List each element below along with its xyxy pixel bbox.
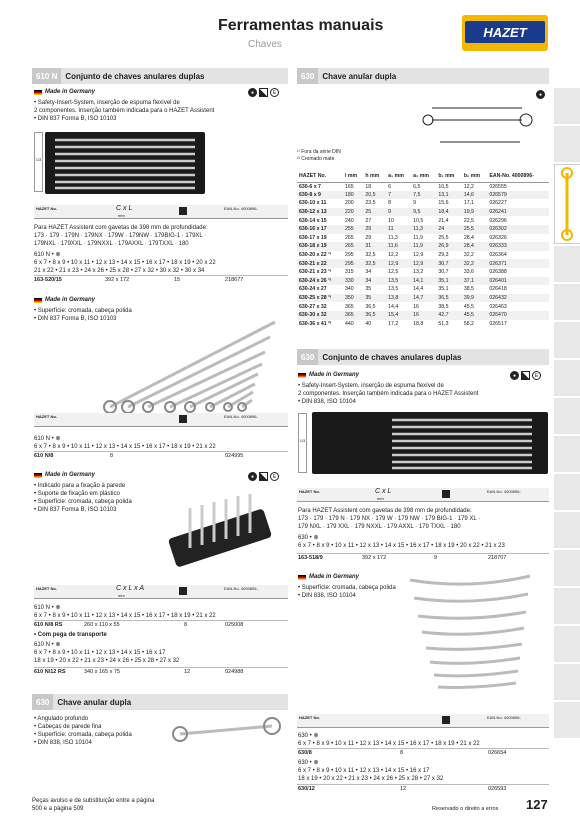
quantity-icon bbox=[442, 490, 450, 498]
column-header-row: HAZET No. C x L x A mm EAN-No. 4000896- bbox=[34, 585, 288, 599]
made-in-germany: Made in Germany bbox=[34, 89, 95, 95]
table-cell: 37,1 bbox=[463, 277, 474, 284]
table-cell: 026463 bbox=[489, 303, 507, 310]
table-cell: 265 bbox=[344, 234, 354, 241]
e-icon: E bbox=[270, 88, 279, 97]
table-cell: 026401 bbox=[489, 277, 507, 284]
table-cell: 630-18 x 19 bbox=[299, 243, 327, 250]
table-cell: 30,7 bbox=[438, 269, 449, 276]
assistent-text: Para HAZET Assistent com gavetas de 398 mm de profundidade: 173 · 179 · 179 N · 179 NX · 179 W · 179 NW · 179 BIG-1 · 179 XL · 179 NXL · 179 XXL · 179 NXXL · 179 AXXL · 179 TXXL · 180 bbox=[298, 508, 481, 530]
column-header-row: HAZET No. C x L mm EAN-No. 4000896- bbox=[34, 205, 288, 219]
table-cell: 25,5 bbox=[438, 234, 449, 241]
table-row bbox=[297, 268, 549, 277]
sidebar-tab[interactable] bbox=[554, 360, 580, 396]
table-cell: 30,7 bbox=[438, 260, 449, 267]
table-cell: 295 bbox=[344, 260, 354, 267]
sidebar-tab[interactable] bbox=[554, 246, 580, 282]
product-icons bbox=[536, 90, 545, 99]
table-cell: 15,6 bbox=[438, 200, 449, 207]
section-title: Conjunto de chaves anulares duplas bbox=[65, 71, 205, 81]
size-list: 630 • ⊗ 6 x 7 • 8 x 9 • 10 x 11 • 12 x 13 • 14 x 15 • 16 x 17 • 18 x 19 • 21 x 22 bbox=[298, 733, 480, 747]
table-cell: 32,5 bbox=[365, 252, 376, 259]
table-cell: 6,5 bbox=[413, 183, 421, 190]
table-cell: 11,3 bbox=[413, 226, 423, 233]
table-cell: 9 bbox=[413, 200, 417, 207]
e-icon: E bbox=[532, 371, 541, 380]
table-cell: 330 bbox=[344, 277, 354, 284]
table-cell: 13,5 bbox=[388, 286, 399, 293]
table-cell: 630-8 x 9 bbox=[299, 191, 321, 198]
e-icon: E bbox=[270, 472, 279, 481]
feature-list: • Superfície: cromada, cabeça polida • DIN 837 Forma B, ISO 10103 bbox=[34, 308, 132, 322]
column-header-row: HAZET No. EAN-No. 4000896- bbox=[297, 714, 549, 728]
table-header-cell: b₂ mm bbox=[462, 170, 488, 182]
table-cell: 6 bbox=[388, 183, 391, 190]
table-cell: 7 bbox=[388, 191, 391, 198]
quantity-icon bbox=[442, 716, 450, 724]
table-cell: 38,5 bbox=[438, 303, 449, 310]
table-cell: 12,9 bbox=[413, 260, 424, 267]
table-cell: 26,9 bbox=[438, 243, 449, 250]
feature-list: • Safety-Insert-System, inserção de espuma flexível de 2 componentes. Inserção também indicada para o HAZET Assistent • DIN 837 Forma B, ISO 10103 bbox=[34, 100, 215, 122]
table-header-cell: h mm bbox=[363, 170, 386, 182]
table-row bbox=[297, 182, 549, 191]
table-row bbox=[297, 251, 549, 260]
wrench-set-illustration bbox=[45, 132, 205, 194]
chrome-icon: ● bbox=[510, 371, 519, 380]
column-header-row: HAZET No. EAN-No. 4000896- bbox=[34, 413, 288, 427]
table-cell: 026227 bbox=[489, 200, 507, 207]
size-list: 630 • ⊗ 6 x 7 • 8 x 9 • 10 x 11 • 12 x 13 • 14 x 15 • 16 x 17 18 x 19 • 20 x 22 • 21 x 23 • 24 x 26 • 25 x 28 • 27 x 32 bbox=[298, 760, 444, 782]
table-cell: 15,4 bbox=[388, 312, 399, 319]
table-cell: 630-20 x 22 ¹⁾ bbox=[299, 252, 332, 259]
section-header: 630 Chave anular dupla bbox=[32, 694, 288, 710]
table-cell: 45,5 bbox=[463, 312, 474, 319]
table-cell: 11,3 bbox=[388, 234, 398, 241]
table-header-cell: EAN-No. 4000896- bbox=[487, 170, 549, 182]
table-cell: 180 bbox=[344, 191, 354, 198]
table-cell: 11 bbox=[388, 226, 394, 233]
table-cell: 9 bbox=[388, 209, 391, 216]
feature-list: • Safety-Insert-System, inserção de espuma flexível de 2 componentes. Inserção também indicada para o HAZET Assistent • DIN 838, ISO 10104 bbox=[298, 383, 479, 405]
table-cell: 29 bbox=[365, 226, 372, 233]
section-header: 630 Conjunto de chaves anulares duplas bbox=[297, 349, 549, 365]
table-cell: 16 bbox=[413, 303, 419, 310]
table-cell: 36,5 bbox=[365, 303, 376, 310]
germany-flag-icon bbox=[34, 90, 42, 95]
sidebar-tab[interactable] bbox=[554, 126, 580, 162]
table-cell: 9,5 bbox=[413, 209, 421, 216]
table-cell: 026364 bbox=[489, 252, 507, 259]
table-row bbox=[297, 191, 549, 200]
footer-disclaimer: Reservado o direito a erros bbox=[432, 806, 499, 812]
table-cell: 12,9 bbox=[413, 252, 424, 259]
size-list: 610 N • ⊗ 6 x 7 • 8 x 9 • 10 x 11 • 12 x 13 • 14 x 15 • 16 x 17 • 18 x 19 • 21 x 22 bbox=[34, 436, 216, 450]
table-cell: 630-24 x 27 bbox=[299, 286, 327, 293]
chrome-icon: ● bbox=[536, 90, 545, 99]
table-cell: 12,2 bbox=[463, 183, 474, 190]
table-cell: 32,2 bbox=[463, 252, 474, 259]
table-cell: 630-30 x 32 bbox=[299, 312, 327, 319]
table-cell: 34 bbox=[365, 277, 372, 284]
table-cell: 18,8 bbox=[413, 320, 424, 327]
sidebar-tab[interactable] bbox=[554, 284, 580, 320]
table-cell: 25,5 bbox=[463, 226, 474, 233]
table-cell: 026432 bbox=[489, 295, 507, 302]
table-cell: 36,5 bbox=[438, 295, 449, 302]
table-cell: 36,5 bbox=[365, 312, 376, 319]
chrome-icon: ● bbox=[248, 472, 257, 481]
table-row bbox=[297, 294, 549, 303]
table-cell: 16 bbox=[413, 312, 419, 319]
table-cell: 200 bbox=[344, 200, 354, 207]
table-header-cell: b₁ mm bbox=[436, 170, 461, 182]
table-cell: 14,4 bbox=[388, 303, 399, 310]
table-cell: 35 bbox=[365, 286, 372, 293]
table-row bbox=[297, 242, 549, 251]
table-cell: 026296 bbox=[489, 217, 507, 224]
feature-list: • Superfície: cromada, cabeça polida • DIN 838, ISO 10104 bbox=[298, 585, 396, 599]
table-cell: 026371 bbox=[489, 260, 507, 267]
table-row bbox=[297, 302, 549, 311]
table-cell: 026579 bbox=[489, 191, 507, 198]
size-list: 610 N • ⊗ 6 x 7 • 8 x 9 • 10 x 11 • 12 x 13 • 14 x 15 • 16 x 17 18 x 19 • 20 x 22 • 21 x 23 • 24 x 26 • 25 x 28 • 27 x 32 bbox=[34, 642, 180, 664]
logo-text: HAZET bbox=[465, 21, 545, 43]
table-row bbox=[297, 259, 549, 268]
table-cell: 026555 bbox=[489, 183, 507, 190]
table-cell: 255 bbox=[344, 226, 354, 233]
page-subtitle: Chaves bbox=[248, 39, 282, 50]
table-cell: 026333 bbox=[489, 243, 507, 250]
product-icons bbox=[510, 371, 541, 380]
feature-list: • Indicado para a fixação à parede • Suporte de fixação em plástico • Superfície: cromada, cabeça polida • DIN 837 Forma B, ISO 10103 bbox=[34, 483, 132, 513]
product-icons bbox=[248, 88, 279, 97]
table-cell: 14,4 bbox=[413, 286, 424, 293]
table-cell: 14,7 bbox=[413, 295, 424, 302]
table-cell: 630-17 x 19 bbox=[299, 234, 327, 241]
table-cell: 295 bbox=[344, 252, 354, 259]
sidebar-tab[interactable] bbox=[554, 322, 580, 358]
table-header-cell: a₁ mm bbox=[386, 170, 411, 182]
table-cell: 51,3 bbox=[438, 320, 449, 327]
table-cell: 630-27 x 32 bbox=[299, 303, 327, 310]
table-row bbox=[297, 208, 549, 217]
table-cell: 11,6 bbox=[388, 243, 398, 250]
sidebar-tabs bbox=[554, 88, 580, 740]
made-in-germany: Made in Germany bbox=[34, 472, 95, 478]
table-cell: 10,5 bbox=[413, 217, 424, 224]
table-cell: 630-36 x 41 ²⁾ bbox=[299, 320, 332, 327]
table-cell: 28,4 bbox=[463, 234, 474, 241]
table-cell: 13,5 bbox=[388, 277, 399, 284]
section-header bbox=[32, 68, 288, 84]
footer-note: Peças avulso e de substituição entre a página 500 e a página 509 bbox=[32, 798, 155, 812]
table-cell: 630-25 x 28 ¹⁾ bbox=[299, 295, 332, 302]
size-list: 630 • ⊗ 6 x 7 • 8 x 9 • 10 x 11 • 12 x 13 • 14 x 15 • 16 x 17 • 18 x 19 • 20 x 22 • 21 x 23 bbox=[298, 535, 505, 549]
table-cell: 22,5 bbox=[463, 217, 474, 224]
sidebar-tab-active-wrench[interactable] bbox=[554, 164, 580, 244]
spec-table bbox=[297, 170, 549, 328]
table-cell: 32,5 bbox=[365, 260, 376, 267]
table-cell: 35 bbox=[365, 295, 372, 302]
table-header-cell: l mm bbox=[343, 170, 363, 182]
table-cell: 12,5 bbox=[388, 269, 399, 276]
table-cell: 026302 bbox=[489, 226, 507, 233]
chrome-icon: ● bbox=[248, 88, 257, 97]
wall-holder-image bbox=[150, 493, 280, 573]
table-cell: 11,9 bbox=[413, 234, 423, 241]
table-cell: 7,5 bbox=[413, 191, 421, 198]
table-cell: 23,5 bbox=[365, 200, 376, 207]
table-cell: 28,4 bbox=[463, 243, 474, 250]
table-cell: 27 bbox=[365, 217, 372, 224]
column-header-row: HAZET No. C x L mm EAN-No. 4000896- bbox=[297, 488, 549, 502]
table-cell: 18,4 bbox=[438, 209, 449, 216]
sidebar-tab[interactable] bbox=[554, 702, 580, 738]
table-cell: 8 bbox=[388, 200, 391, 207]
hazet-logo bbox=[462, 15, 548, 51]
table-cell: 20,5 bbox=[365, 191, 376, 198]
table-row bbox=[297, 277, 549, 286]
offset-wrench-image bbox=[168, 714, 286, 744]
product-icons bbox=[248, 472, 279, 481]
table-cell: 630-14 x 15 bbox=[299, 217, 327, 224]
table-cell: 026418 bbox=[489, 286, 507, 293]
table-cell: 165 bbox=[344, 183, 354, 190]
table-cell: 10,5 bbox=[438, 183, 449, 190]
table-cell: 14,6 bbox=[463, 191, 474, 198]
safety-insert-icon bbox=[521, 371, 530, 380]
table-cell: 24 bbox=[438, 226, 445, 233]
table-header-cell: HAZET No. bbox=[297, 170, 343, 182]
table-row bbox=[297, 199, 549, 208]
table-cell: 29,3 bbox=[438, 252, 449, 259]
table-row bbox=[297, 320, 549, 329]
table-cell: 29 bbox=[365, 234, 372, 241]
table-cell: 40 bbox=[365, 320, 372, 327]
table-cell: 350 bbox=[344, 295, 354, 302]
section-header: 630 Chave anular dupla bbox=[297, 68, 549, 84]
table-cell: 240 bbox=[344, 217, 354, 224]
table-cell: 12,2 bbox=[388, 252, 399, 259]
table-cell: 026517 bbox=[489, 320, 507, 327]
table-cell: 39,9 bbox=[463, 295, 474, 302]
dimension-drawing bbox=[410, 100, 540, 160]
foam-tray-image bbox=[312, 412, 548, 474]
sidebar-tab[interactable] bbox=[554, 474, 580, 510]
table-cell: 13,1 bbox=[438, 191, 449, 198]
table-cell: 33,6 bbox=[463, 269, 474, 276]
table-cell: 11,9 bbox=[413, 243, 423, 250]
foam-tray-image bbox=[45, 132, 205, 194]
made-in-germany: Made in Germany bbox=[298, 372, 359, 378]
table-row bbox=[297, 225, 549, 234]
table-cell: 026241 bbox=[489, 209, 507, 216]
table-cell: 17,1 bbox=[463, 200, 474, 207]
table-cell: 58,2 bbox=[463, 320, 474, 327]
sidebar-tab[interactable] bbox=[554, 398, 580, 434]
table-row bbox=[297, 285, 549, 294]
table-cell: 220 bbox=[344, 209, 354, 216]
quantity-icon bbox=[179, 207, 187, 215]
wrench-fan-image bbox=[90, 312, 286, 417]
wrench-icon bbox=[555, 165, 579, 243]
assistent-text: Para HAZET Assistent com gavetas de 398 mm de profundidade: 173 · 179 · 179N · 179NX · 179W · 179NW · 179BIG-1 · 179XL · 179NXL · 179XXL · 179NXXL · 179AXXL · 179TXXL · 180 bbox=[34, 225, 208, 247]
table-cell: 42,7 bbox=[438, 312, 449, 319]
table-cell: 12,9 bbox=[388, 260, 399, 267]
table-cell: 14,1 bbox=[413, 277, 424, 284]
section-number: 610 N bbox=[32, 68, 61, 84]
table-cell: 340 bbox=[344, 286, 354, 293]
table-cell: 630-21 x 23 ¹⁾ bbox=[299, 269, 332, 276]
sidebar-tab[interactable] bbox=[554, 626, 580, 662]
feature-list: • Angulado profundo • Cabeças de parede fina • Superfície: cromada, cabeça polida • DIN 838, ISO 10104 bbox=[34, 716, 132, 746]
table-cell: 38,5 bbox=[463, 286, 474, 293]
wrench-fan-image bbox=[400, 570, 546, 700]
sidebar-tab[interactable] bbox=[554, 550, 580, 586]
table-cell: 630-21 x 22 bbox=[299, 260, 327, 267]
size-list: 610 N • ⊗ 6 x 7 • 8 x 9 • 10 x 11 • 12 x 13 • 14 x 15 • 16 x 17 • 18 x 19 • 21 x 22 bbox=[34, 605, 216, 619]
table-cell: 10 bbox=[388, 217, 394, 224]
table-cell: 35,1 bbox=[438, 277, 449, 284]
table-row bbox=[297, 216, 549, 225]
table-cell: 265 bbox=[344, 243, 354, 250]
germany-flag-icon bbox=[298, 575, 306, 580]
safety-insert-icon bbox=[259, 472, 268, 481]
germany-flag-icon bbox=[298, 373, 306, 378]
table-cell: 026470 bbox=[489, 312, 507, 319]
table-cell: 13,2 bbox=[413, 269, 424, 276]
germany-flag-icon bbox=[34, 473, 42, 478]
sidebar-tab[interactable] bbox=[554, 88, 580, 124]
made-in-germany: Made in Germany bbox=[34, 297, 95, 303]
table-cell: 630-24 x 26 ¹⁾ bbox=[299, 277, 332, 284]
safety-insert-icon bbox=[259, 88, 268, 97]
notes: ¹⁾ Fora da série DIN ²⁾ Cromado mate bbox=[297, 149, 341, 162]
table-cell: 19,9 bbox=[463, 209, 474, 216]
germany-flag-icon bbox=[34, 298, 42, 303]
table-cell: 365 bbox=[344, 312, 354, 319]
table-cell: 630-10 x 11 bbox=[299, 200, 327, 207]
table-cell: 31 bbox=[365, 243, 372, 250]
table-header-cell: a₂ mm bbox=[411, 170, 436, 182]
page-title: Ferramentas manuais bbox=[218, 17, 384, 34]
table-cell: 21,4 bbox=[438, 217, 449, 224]
table-cell: 440 bbox=[344, 320, 354, 327]
table-cell: 34 bbox=[365, 269, 372, 276]
sidebar-tab[interactable] bbox=[554, 588, 580, 624]
table-cell: 630-16 x 17 bbox=[299, 226, 327, 233]
page-number: 127 bbox=[526, 797, 548, 812]
table-cell: 026388 bbox=[489, 269, 507, 276]
quantity-icon bbox=[179, 587, 187, 595]
table-cell: 630-6 x 7 bbox=[299, 183, 321, 190]
size-list: 610 N • ⊗ 6 x 7 • 8 x 9 • 10 x 11 • 12 x 13 • 14 x 15 • 16 x 17 • 18 x 19 • 20 x 22 21 x 22 • 21 x 23 • 24 x 26 • 25 x 28 • 27 x 32 • 30 x 32 • 30 x 34 bbox=[34, 252, 216, 274]
product-no: 163-520/15 bbox=[34, 277, 62, 283]
table-cell: 13,8 bbox=[388, 295, 399, 302]
tray-label: 1/3 bbox=[298, 413, 307, 473]
made-in-germany: Made in Germany bbox=[298, 574, 359, 580]
table-cell: 32,2 bbox=[463, 260, 474, 267]
table-cell: 35,1 bbox=[438, 286, 449, 293]
table-cell: 17,2 bbox=[388, 320, 399, 327]
sidebar-tab[interactable] bbox=[554, 664, 580, 700]
table-cell: 026326 bbox=[489, 234, 507, 241]
quantity-icon bbox=[179, 415, 187, 423]
table-cell: 630-12 x 13 bbox=[299, 209, 327, 216]
table-cell: 25 bbox=[365, 209, 372, 216]
table-cell: 45,5 bbox=[463, 303, 474, 310]
tray-label: 1/3 bbox=[34, 132, 43, 192]
table-cell: 18 bbox=[365, 183, 372, 190]
table-row bbox=[297, 311, 549, 320]
sidebar-tab[interactable] bbox=[554, 512, 580, 548]
table-cell: 315 bbox=[344, 269, 354, 276]
table-row bbox=[297, 234, 549, 243]
sidebar-tab[interactable] bbox=[554, 436, 580, 472]
table-cell: 365 bbox=[344, 303, 354, 310]
